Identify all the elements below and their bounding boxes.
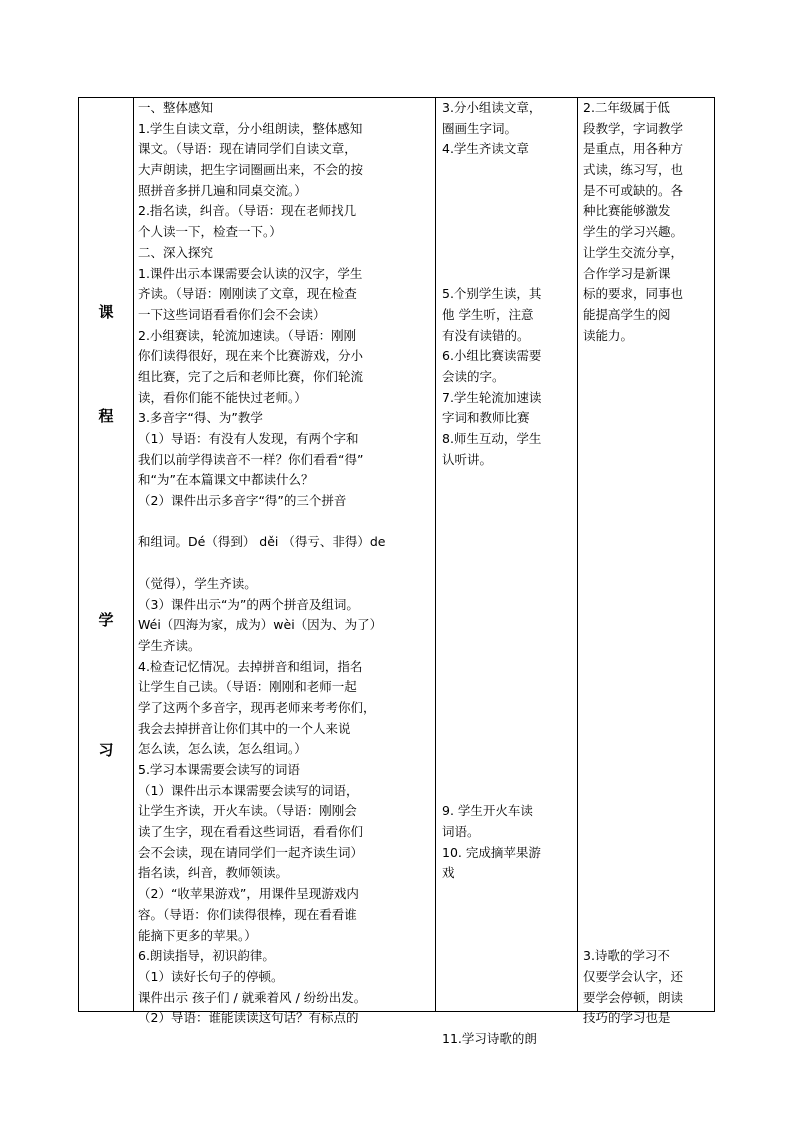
text-line: 组比赛，完了之后和老师比赛，你们轮流 bbox=[138, 368, 364, 384]
text-line: 合作学习是新课 bbox=[583, 265, 671, 281]
text-line bbox=[442, 677, 541, 698]
text-line: 4.学生齐读文章 bbox=[442, 141, 529, 157]
text-line: 8.师生互动，学生 bbox=[442, 431, 542, 446]
text-line bbox=[442, 988, 541, 1009]
text-line: 读，看你们能不能快过老师。） bbox=[138, 389, 307, 405]
stage-label-char: 习 bbox=[98, 741, 114, 759]
text-line bbox=[442, 698, 541, 719]
text-line: 5.学习本课需要会读写的词语 bbox=[138, 762, 300, 777]
text-line bbox=[583, 760, 683, 781]
text-line: 9. 学生开火车读 bbox=[442, 803, 533, 819]
text-line bbox=[583, 388, 683, 409]
stage-label-char: 课 bbox=[98, 303, 114, 321]
text-line: 6.朗读指导，初识韵律。 bbox=[138, 948, 275, 964]
text-line: 你们读得很好，现在来个比赛游戏，分小 bbox=[138, 348, 364, 364]
stage-label-char: 学 bbox=[98, 611, 114, 629]
text-line bbox=[583, 429, 683, 450]
text-line bbox=[583, 346, 683, 367]
text-line: 他 学生听，注意 bbox=[442, 306, 534, 322]
text-line: 段教学，字词教学 bbox=[583, 120, 684, 136]
text-line: 4.检查记忆情况。去掉拼音和组词，指名 bbox=[138, 658, 363, 674]
text-line bbox=[442, 657, 541, 678]
text-line bbox=[583, 470, 683, 491]
text-line: （3）课件出示“为”的两个拼音及组词。 bbox=[138, 596, 359, 612]
text-line: 大声朗读，把生字词圈画出来，不会的按 bbox=[138, 162, 364, 178]
text-line bbox=[442, 739, 541, 760]
text-line bbox=[442, 532, 541, 553]
text-line: 3.分小组读文章， bbox=[442, 100, 542, 115]
text-line bbox=[442, 574, 541, 595]
text-line bbox=[583, 636, 683, 657]
text-line: 圈画生字词。 bbox=[442, 120, 518, 136]
text-line bbox=[442, 946, 541, 967]
text-line: 3.诗歌的学习不 bbox=[583, 948, 670, 964]
text-line bbox=[138, 512, 386, 533]
stage-label-char: 程 bbox=[98, 407, 114, 425]
text-line: 5.个别学生读，其 bbox=[442, 286, 542, 302]
text-line: 照拼音多拼几遍和同桌交流。） bbox=[138, 182, 307, 198]
text-line: 11.学习诗歌的朗 bbox=[442, 1030, 537, 1046]
text-line: 齐读。（导语：刚刚读了文章，现在检查 bbox=[138, 286, 357, 302]
text-line: 词语。 bbox=[442, 824, 480, 840]
text-line: 个人读一下，检查一下。） bbox=[138, 224, 282, 240]
text-line bbox=[442, 181, 541, 202]
text-line bbox=[583, 553, 683, 574]
text-line: 课件出示 孩子们 / 就乘着风 / 纷纷出发。 bbox=[138, 989, 367, 1005]
lesson-plan-table bbox=[78, 97, 715, 1046]
text-line: 让学生齐读，开火车读。（导语：刚刚会 bbox=[138, 803, 357, 819]
text-line bbox=[583, 595, 683, 616]
text-line bbox=[442, 243, 541, 264]
text-line: 2.小组赛读，轮流加速读。（导语：刚刚 bbox=[138, 327, 357, 343]
text-line: 1.学生自读文章，分小组朗读，整体感知 bbox=[138, 120, 363, 136]
text-line: 6.小组比赛读需要 bbox=[442, 348, 542, 364]
text-line: 二、深入探究 bbox=[138, 244, 214, 260]
student-activity-text bbox=[442, 98, 541, 1050]
text-line bbox=[583, 408, 683, 429]
text-line: 学生的学习兴趣。 bbox=[583, 224, 684, 240]
text-line bbox=[138, 553, 386, 574]
text-line: 要学会停顿，朗读 bbox=[583, 989, 684, 1005]
teacher-activity-cell bbox=[134, 98, 435, 1026]
student-activity-cell bbox=[436, 98, 577, 1046]
text-line: 读了生字，现在看看这些词语，看看你们 bbox=[138, 824, 364, 840]
text-line: 一下这些词语看看你们会不会读） bbox=[138, 306, 326, 322]
text-line bbox=[442, 615, 541, 636]
text-line: 7.学生轮流加速读 bbox=[442, 389, 542, 405]
text-line bbox=[583, 532, 683, 553]
text-line: （1）课件出示本课需要会读写的词语， bbox=[138, 782, 359, 798]
text-line: 怎么读，怎么读，怎么组词。） bbox=[138, 741, 307, 757]
text-line bbox=[442, 595, 541, 616]
text-line bbox=[442, 491, 541, 512]
text-line: 能提高学生的阅 bbox=[583, 306, 671, 322]
text-line: 2.二年级属于低 bbox=[583, 100, 670, 115]
text-line bbox=[583, 884, 683, 905]
text-line bbox=[442, 926, 541, 947]
text-line: 仅要学会认字，还 bbox=[583, 968, 684, 984]
text-line: 和组词。Dé（得到） děi （得亏、非得）de bbox=[138, 534, 386, 550]
text-line: （2）导语：谁能读读这句话？有标点的 bbox=[138, 1010, 359, 1026]
text-line bbox=[583, 677, 683, 698]
text-line bbox=[583, 450, 683, 471]
text-line: 会不会读，现在请同学们一起齐读生词） bbox=[138, 844, 364, 860]
text-line bbox=[442, 719, 541, 740]
text-line: 容。（导语：你们读得很棒，现在看看谁 bbox=[138, 906, 357, 922]
text-line bbox=[583, 822, 683, 843]
text-line: 字词和教师比赛 bbox=[442, 410, 530, 426]
text-line bbox=[442, 1008, 541, 1029]
text-line bbox=[442, 884, 541, 905]
text-line: Wéi（四海为家，成为）wèi（因为、为了） bbox=[138, 617, 383, 633]
text-line: 和“为”在本篇课文中都读什么？ bbox=[138, 472, 314, 488]
text-line: 一、整体感知 bbox=[138, 100, 214, 115]
text-line bbox=[442, 222, 541, 243]
stage-label-cell bbox=[79, 98, 133, 1011]
text-line bbox=[583, 739, 683, 760]
text-line: （觉得），学生齐读。 bbox=[138, 575, 257, 591]
text-line bbox=[442, 470, 541, 491]
text-line bbox=[442, 512, 541, 533]
text-line bbox=[583, 843, 683, 864]
text-line: 学了这两个多音字，现再老师来考考你们， bbox=[138, 699, 376, 715]
text-line: 让学生自己读。（导语：刚刚和老师一起 bbox=[138, 679, 357, 695]
text-line bbox=[583, 905, 683, 926]
text-line bbox=[583, 367, 683, 388]
text-line: （2）“收苹果游戏”，用课件呈现游戏内 bbox=[138, 886, 359, 902]
text-line bbox=[442, 201, 541, 222]
text-line: 指名读，纠音，教师领读。 bbox=[138, 865, 289, 881]
teacher-activity-text bbox=[138, 98, 386, 1029]
text-line bbox=[442, 781, 541, 802]
text-line bbox=[583, 574, 683, 595]
text-line bbox=[442, 264, 541, 285]
text-line: 我们以前学得读音不一样？你们看看“得” bbox=[138, 451, 364, 467]
text-line: 技巧的学习也是 bbox=[583, 1010, 671, 1026]
text-line: 3.多音字“得、为”教学 bbox=[138, 410, 263, 426]
text-line: （1）读好长句子的停顿。 bbox=[138, 968, 284, 984]
text-line: 我会去掉拼音让你们其中的一个人来说 bbox=[138, 720, 351, 736]
text-line bbox=[583, 491, 683, 512]
design-intent-cell bbox=[578, 98, 715, 1026]
text-line: 标的要求，同事也 bbox=[583, 286, 684, 302]
text-line bbox=[442, 553, 541, 574]
text-line bbox=[442, 967, 541, 988]
text-line bbox=[583, 615, 683, 636]
text-line bbox=[442, 636, 541, 657]
text-line: 戏 bbox=[442, 865, 455, 881]
text-line: 有没有读错的。 bbox=[442, 327, 530, 343]
text-line bbox=[583, 863, 683, 884]
text-line: 10. 完成摘苹果游 bbox=[442, 844, 541, 860]
text-line: 学生齐读。 bbox=[138, 637, 201, 653]
text-line: 会读的字。 bbox=[442, 368, 505, 384]
text-line: 让学生交流分享， bbox=[583, 244, 684, 260]
text-line: 式读，练习写，也 bbox=[583, 162, 684, 178]
text-line: 是不可或缺的。各 bbox=[583, 182, 684, 198]
text-line: 2.指名读，纠音。（导语：现在老师找几 bbox=[138, 203, 357, 219]
text-line bbox=[583, 698, 683, 719]
text-line bbox=[583, 657, 683, 678]
text-line: 1.课件出示本课需要会认读的汉字，学生 bbox=[138, 265, 363, 281]
design-intent-text bbox=[583, 98, 683, 1029]
text-line bbox=[583, 801, 683, 822]
text-line bbox=[583, 781, 683, 802]
text-line bbox=[583, 512, 683, 533]
text-line bbox=[583, 926, 683, 947]
text-line bbox=[583, 719, 683, 740]
text-line: 是重点，用各种方 bbox=[583, 141, 684, 157]
text-line: （2）课件出示多音字“得”的三个拼音 bbox=[138, 493, 347, 509]
text-line bbox=[442, 760, 541, 781]
text-line: 种比赛能够激发 bbox=[583, 203, 671, 219]
text-line: 能摘下更多的苹果。） bbox=[138, 927, 257, 943]
text-line: 认听讲。 bbox=[442, 451, 493, 467]
text-line: （1）导语：有没有人发现，有两个字和 bbox=[138, 431, 359, 446]
text-line bbox=[442, 160, 541, 181]
text-line: 读能力。 bbox=[583, 327, 634, 343]
text-line: 课文。（导语：现在请同学们自读文章， bbox=[138, 141, 357, 157]
text-line bbox=[442, 905, 541, 926]
